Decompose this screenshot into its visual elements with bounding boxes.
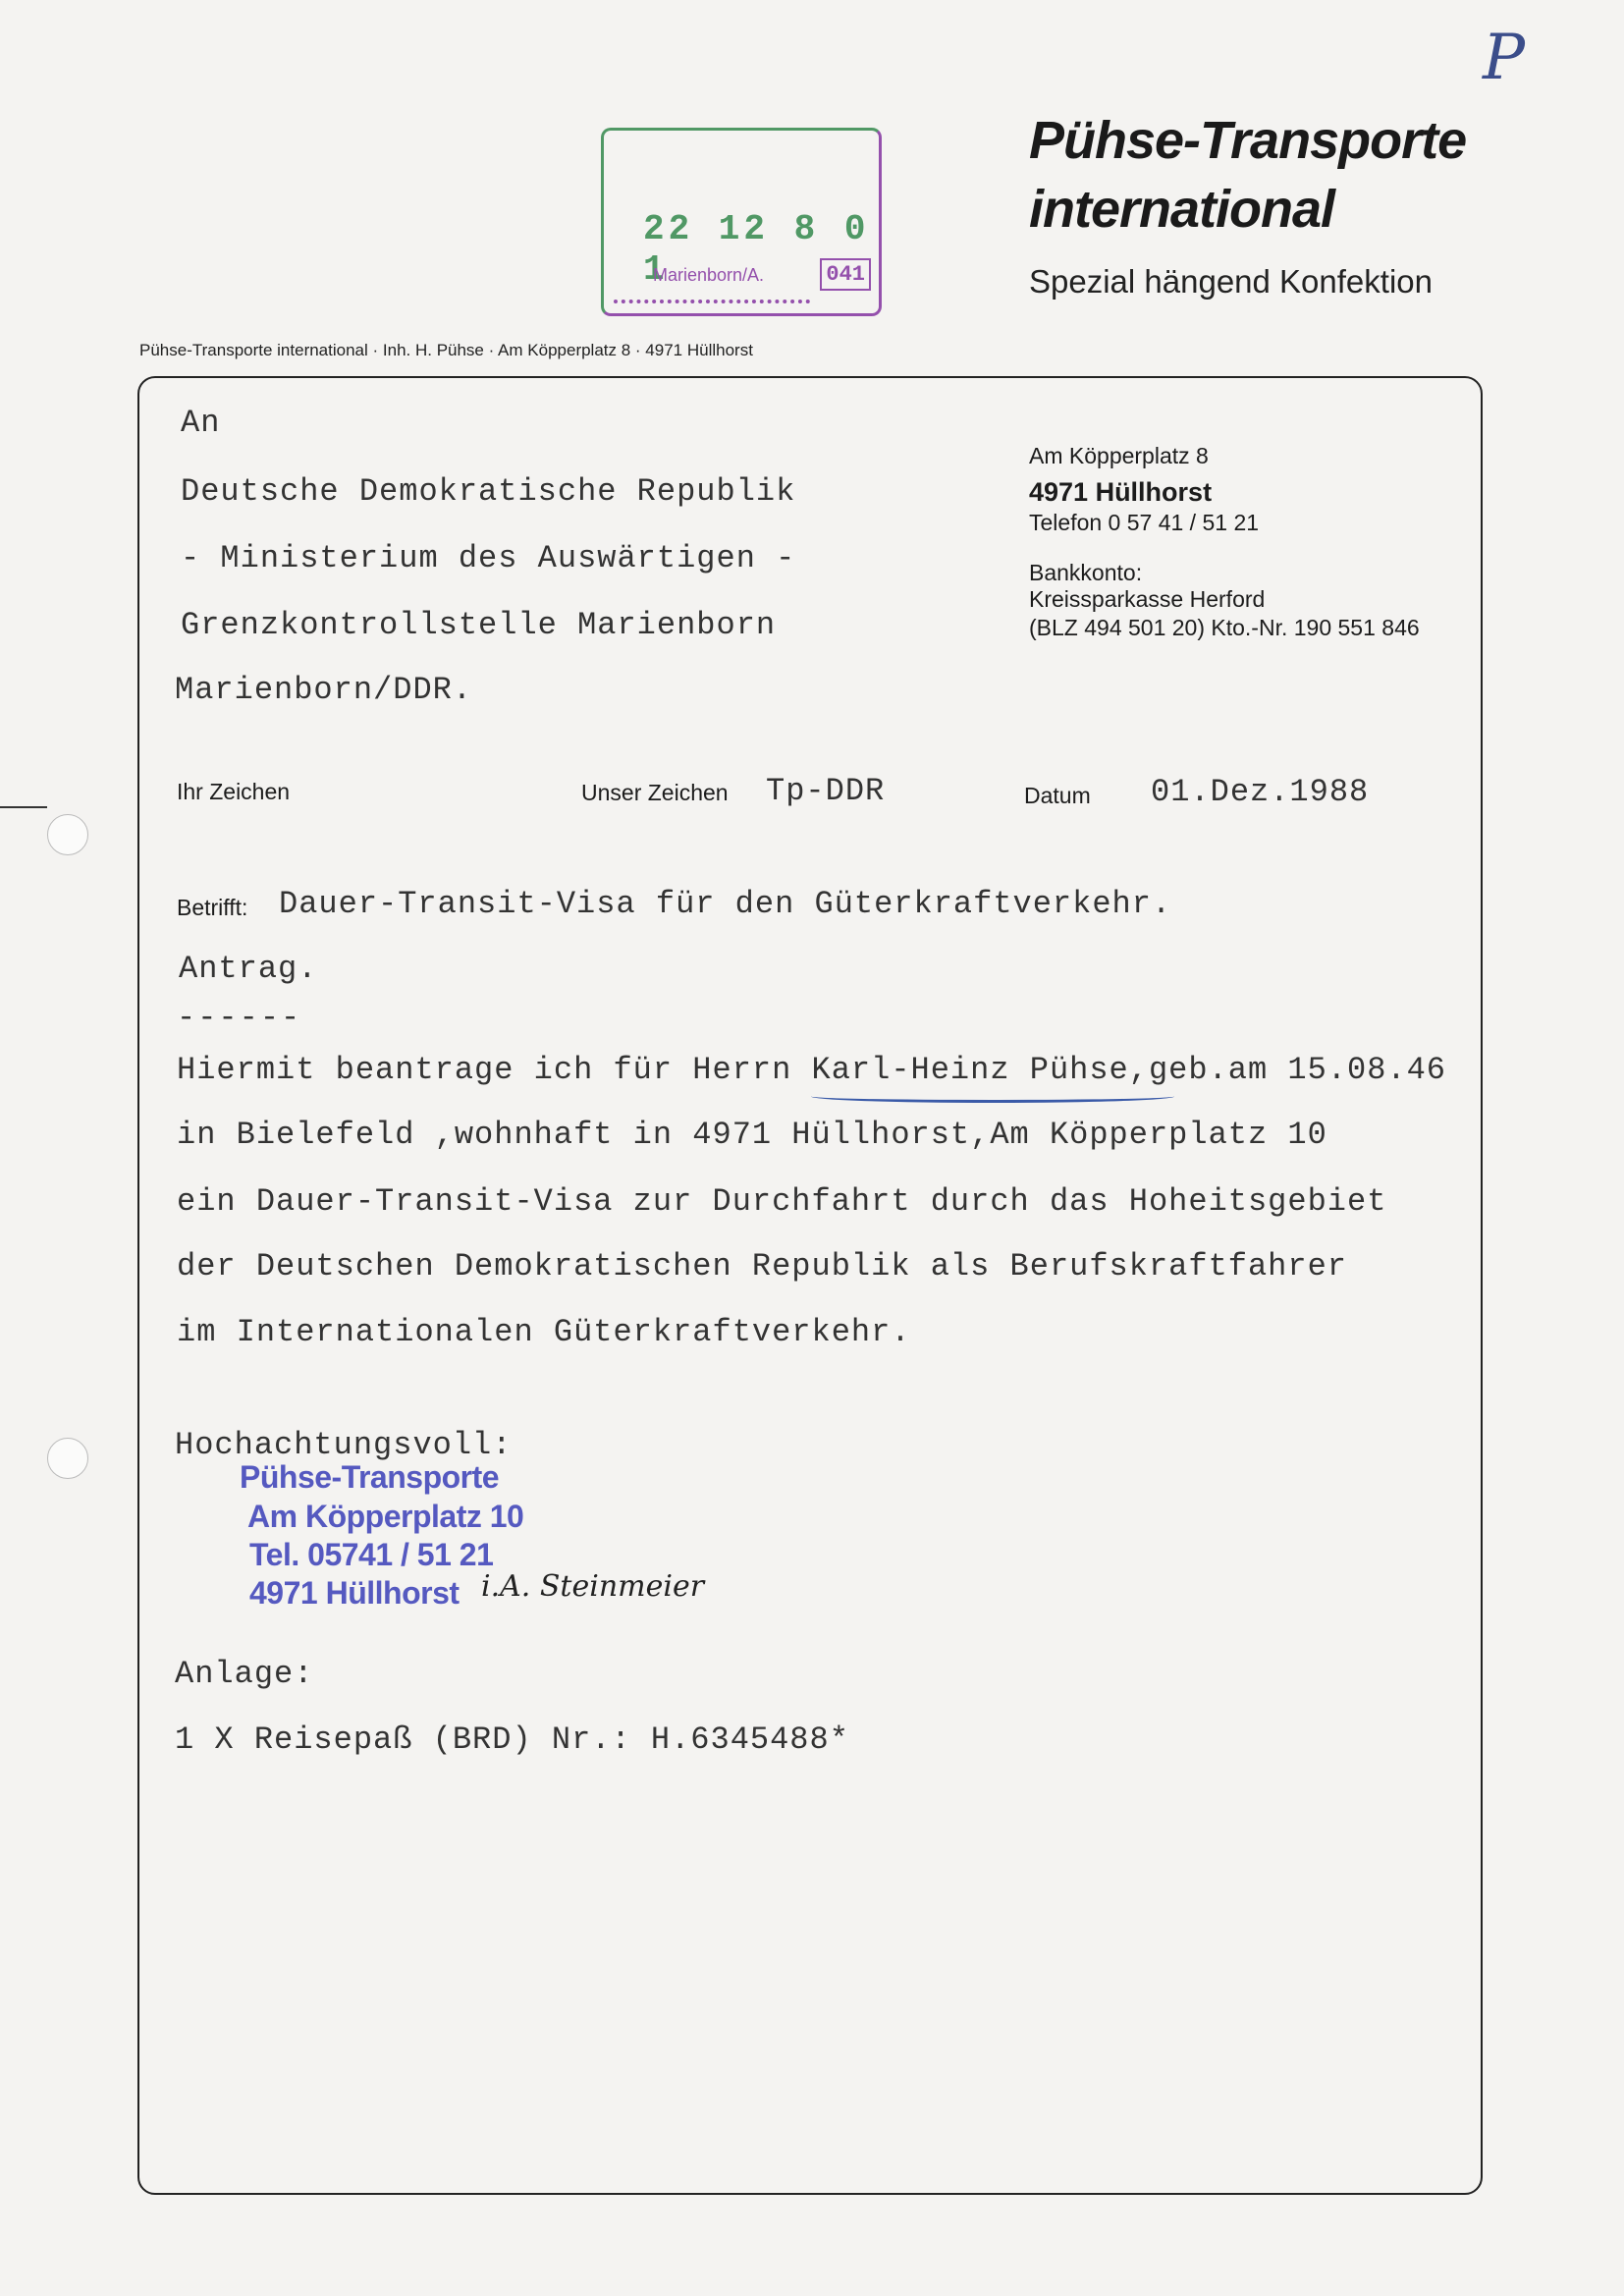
fold-mark (0, 806, 47, 808)
unser-zeichen-label: Unser Zeichen (581, 780, 729, 805)
body-line: der Deutschen Demokratischen Republik als Berufskraftfahrer (177, 1248, 1347, 1285)
stamp-place: Marienborn/A. (653, 265, 765, 285)
company-stamp-line: Pühse-Transporte (240, 1459, 500, 1495)
body-line: Hiermit beantrage ich für Herrn Karl-Heinz Pühse,geb.am 15.08.46 (177, 1052, 1446, 1088)
body-line: in Bielefeld ,wohnhaft in 4971 Hüllhorst,Am Köpperplatz 10 (177, 1117, 1327, 1153)
bank-details: (BLZ 494 501 20) Kto.-Nr. 190 551 846 (1029, 615, 1420, 640)
signature: i.A. Steinmeier (481, 1569, 705, 1604)
antrag-text: Antrag. (179, 951, 318, 987)
punch-hole (47, 814, 88, 855)
sender-line: Pühse-Transporte international · Inh. H. Pühse · Am Köpperplatz 8 · 4971 Hüllhorst (139, 341, 753, 359)
company-stamp-line: 4971 Hüllhorst (249, 1575, 460, 1611)
recipient-line: - Ministerium des Auswärtigen - (181, 540, 796, 576)
subject-label: Betrifft: (177, 895, 248, 920)
brand-tagline: Spezial hängend Konfektion (1029, 263, 1433, 300)
body-line: im Internationalen Güterkraftverkehr. (177, 1314, 911, 1350)
recipient-line: Marienborn/DDR. (175, 672, 473, 708)
letter-frame (137, 376, 1483, 2195)
brand-name: Pühse-Transporte (1029, 111, 1467, 170)
company-phone: Telefon 0 57 41 / 51 21 (1029, 510, 1260, 535)
stamp-border-pattern (614, 288, 810, 303)
antrag-underline: ------ (177, 1000, 302, 1036)
ihr-zeichen-label: Ihr Zeichen (177, 779, 291, 804)
company-street: Am Köpperplatz 8 (1029, 443, 1209, 468)
datum-label: Datum (1024, 783, 1091, 808)
brand-name-line2: international (1029, 180, 1335, 239)
datum-value: 01.Dez.1988 (1151, 774, 1370, 810)
subject-text: Dauer-Transit-Visa für den Güterkraftverkehr. (279, 886, 1172, 922)
bank-name: Kreissparkasse Herford (1029, 586, 1266, 612)
handwritten-mark: P (1483, 22, 1526, 94)
company-city: 4971 Hüllhorst (1029, 477, 1213, 507)
bank-label: Bankkonto: (1029, 560, 1143, 585)
unser-zeichen-value: Tp-DDR (766, 773, 886, 809)
body-line: ein Dauer-Transit-Visa zur Durchfahrt durch das Hoheitsgebiet (177, 1183, 1387, 1220)
punch-hole (47, 1438, 88, 1479)
closing-greeting: Hochachtungsvoll: (175, 1427, 513, 1463)
recipient-line: Deutsche Demokratische Republik (181, 473, 796, 510)
name-underline (811, 1090, 1174, 1103)
attachment-item: 1 X Reisepaß (BRD) Nr.: H.6345488* (175, 1722, 849, 1758)
company-stamp-line: Am Köpperplatz 10 (247, 1499, 524, 1534)
attachment-label: Anlage: (175, 1656, 314, 1692)
stamp-date: 22 12 8 0 1 (643, 209, 870, 290)
company-stamp-line: Tel. 05741 / 51 21 (249, 1537, 494, 1572)
receipt-stamp (601, 128, 882, 316)
recipient-salutation: An (181, 405, 221, 441)
recipient-line: Grenzkontrollstelle Marienborn (181, 607, 777, 643)
stamp-number: 041 (820, 258, 871, 291)
